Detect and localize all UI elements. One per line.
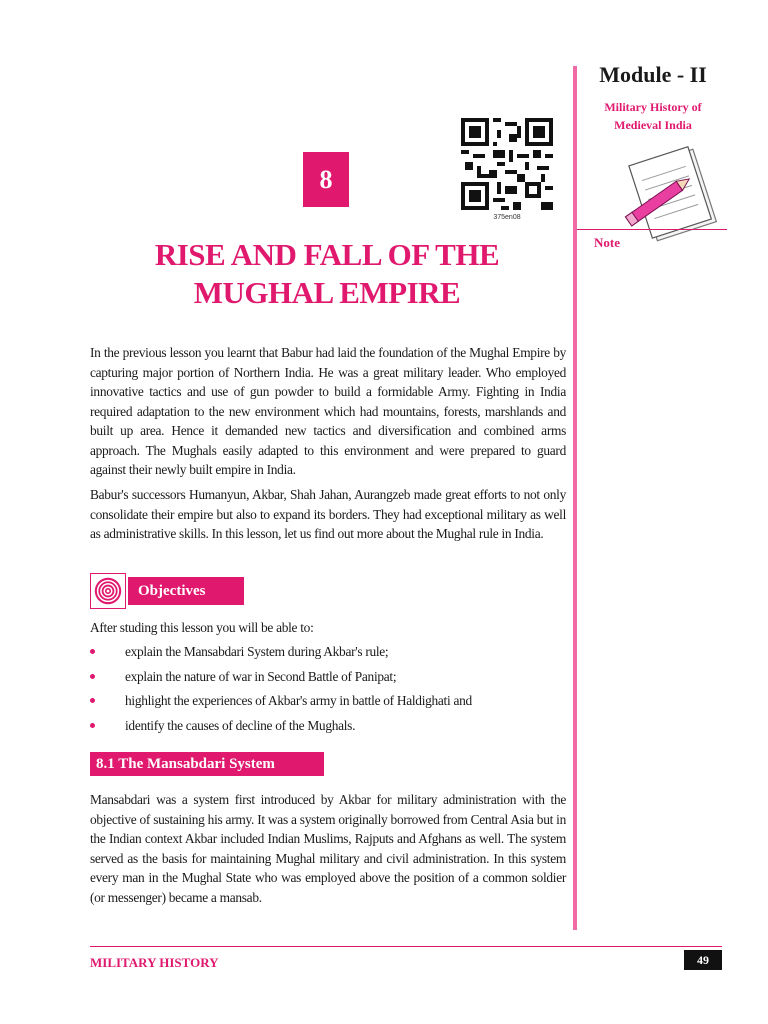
intro-paragraph-2: Babur's successors Humanyun, Akbar, Shah Jahan, Aurangzeb made great efforts to not only consolidate their empire but also to expand its borders. They had exceptional military as well as administrative skills. In this lesson, let us find out more about the Mughal rule in India. bbox=[90, 487, 566, 541]
objectives-label: Objectives bbox=[128, 577, 244, 605]
intro-paragraph-1: In the previous lesson you learnt that Babur had laid the foundation of the Mughal Empire by capturing major portion of Northern India. He was a great military leader. Who employed innovative tactics and use of gun powder to build a formidable Army. Fighting in India required adaptation to the new environment which had mountains, forests, marshlands and built up area. Hence it demanded new tactics and diversification and combined arms approach. The Mughals easily adapted to this environment and were prepared to guard against their newly built empire in India. bbox=[90, 345, 566, 477]
module-subtitle bbox=[583, 98, 723, 134]
page-number: 49 bbox=[684, 950, 722, 970]
section-heading: 8.1 The Mansabdari System bbox=[90, 752, 324, 776]
bullet-icon bbox=[90, 723, 95, 728]
footer-rule bbox=[90, 946, 722, 947]
chapter-title-line1: RISE AND FALL OF THE bbox=[154, 237, 500, 272]
note-label: Note bbox=[594, 235, 620, 250]
list-item-text: explain the Mansabdari System during Akbar's rule; bbox=[125, 644, 389, 659]
module-subtitle-line1: Military History of bbox=[604, 100, 702, 114]
module-subtitle-line2: Medieval India bbox=[614, 118, 692, 132]
module-label: Module - II bbox=[599, 62, 707, 87]
chapter-title-line2: MUGHAL EMPIRE bbox=[193, 275, 461, 310]
bullet-icon bbox=[90, 649, 95, 654]
bullet-icon bbox=[90, 674, 95, 679]
footer-label: MILITARY HISTORY bbox=[90, 955, 219, 970]
section-paragraph: Mansabdari was a system first introduced by Akbar for military administration with the objective of sustaining his army. It was a system originally borrowed from Central Asia but in the Indian context Akbar included Indian Muslims, Rajputs and Afghans as well. The system served as the basis for maintaining Mughal military and civil administration. In this system every man in the Mughal State who was employed above the position of a common soldier (or messenger) became a mansab. bbox=[90, 792, 566, 905]
list-item-text: highlight the experiences of Akbar's army in battle of Haldighati and bbox=[125, 693, 472, 709]
target-icon bbox=[90, 573, 126, 609]
qr-code-icon bbox=[461, 118, 553, 210]
list-item bbox=[90, 640, 566, 665]
list-item-text: identify the causes of decline of the Mughals. bbox=[125, 718, 356, 734]
note-rule bbox=[577, 229, 727, 230]
bullet-icon bbox=[90, 698, 95, 703]
list-item-text: explain the nature of war in Second Battle of Panipat; bbox=[125, 668, 397, 684]
qr-code-label: 375en08 bbox=[493, 214, 521, 221]
objectives-lead: After studing this lesson you will be able to: bbox=[90, 620, 314, 635]
chapter-number: 8 bbox=[303, 152, 349, 207]
list-item bbox=[90, 714, 566, 739]
chapter-title bbox=[90, 236, 564, 312]
list-item bbox=[90, 689, 566, 714]
objectives-list bbox=[90, 640, 566, 739]
list-item bbox=[90, 665, 566, 690]
sidebar-divider bbox=[573, 66, 577, 930]
